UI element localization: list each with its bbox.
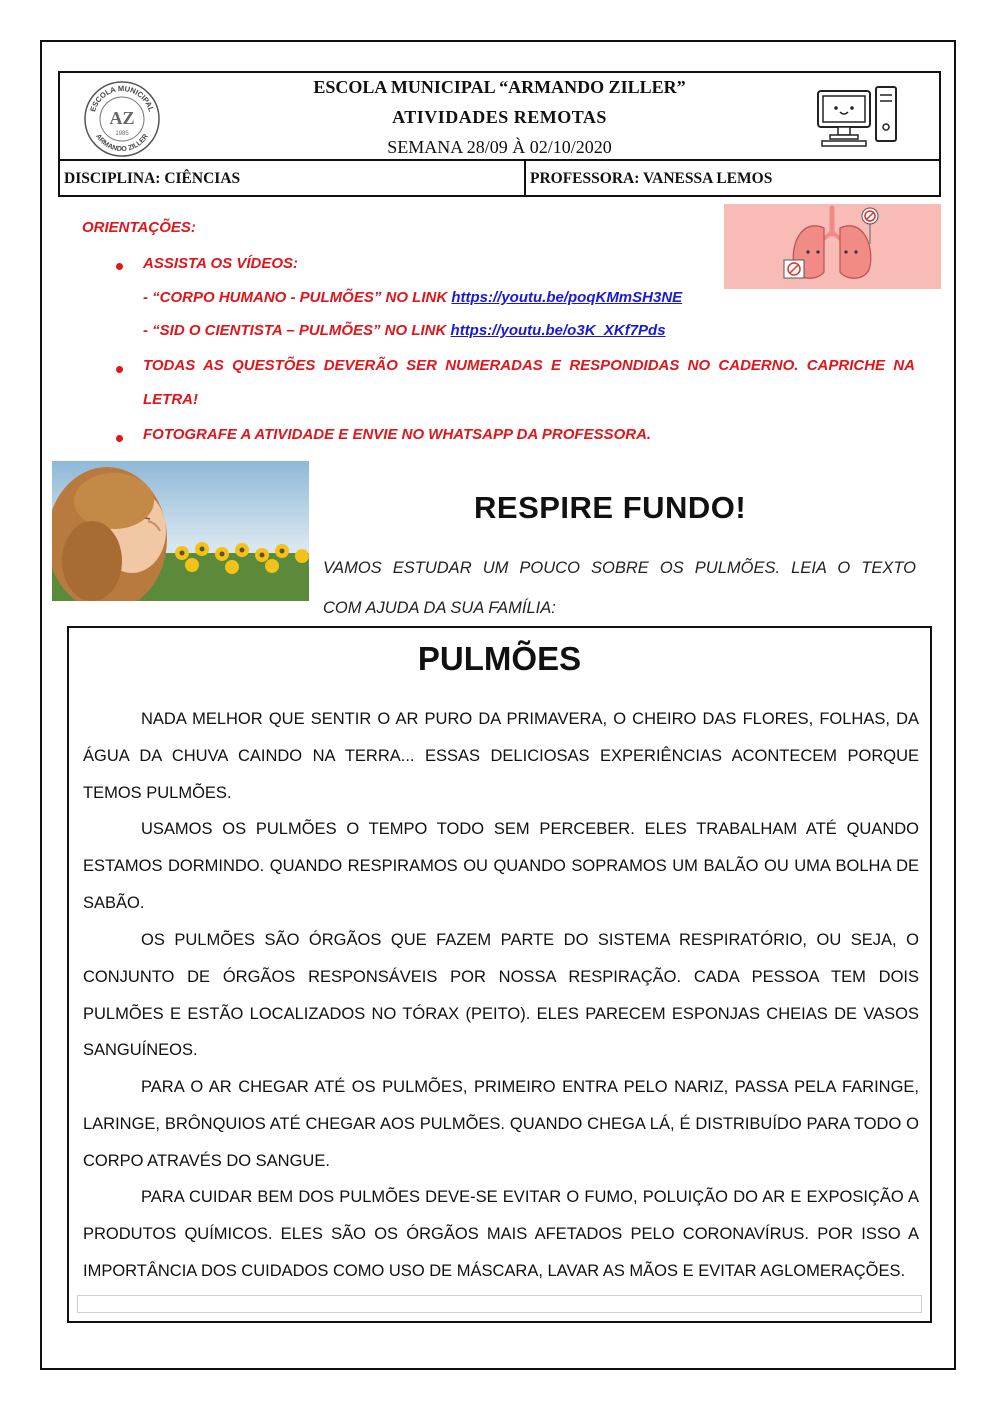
whatsapp-instruction: FOTOGRAFE A ATIVIDADE E ENVIE NO WHATSAPP DA PROFESSORA.	[143, 426, 652, 443]
article-paragraph: OS PULMÕES SÃO ÓRGÃOS QUE FAZEM PARTE DO SISTEMA RESPIRATÓRIO, OU SEJA, O CONJUNTO DE ÓRGÃOS RESPONSÁVEIS POR NOSSA RESPIRAÇÃO. CADA PESSOA TEM DOIS PULMÕES E ESTÃO LOCALIZADOS NO TÓRAX (PEITO). ELES PARECEM ESPONJAS CHEIAS DE VASOS SANGUÍNEOS.	[83, 931, 919, 1060]
header-top-row	[60, 73, 939, 159]
article-paragraph: NADA MELHOR QUE SENTIR O AR PURO DA PRIMAVERA, O CHEIRO DAS FLORES, FOLHAS, DA ÁGUA DA CHUVA CAINDO NA TERRA... ESSAS DELICIOSAS EXPERIÊNCIAS ACONTECEM PORQUE TEMOS PULMÕES.	[83, 710, 919, 802]
notebook-instruction-line-2: LETRA!	[143, 391, 198, 408]
header-table	[58, 71, 941, 197]
orientations-title: ORIENTAÇÕES:	[82, 219, 196, 236]
teacher-label: PROFESSORA: VANESSA LEMOS	[530, 170, 773, 187]
header-cell-divider	[524, 161, 526, 197]
bullet-icon	[116, 435, 123, 442]
video-2-link[interactable]: https://youtu.be/o3K_XKf7Pds	[450, 322, 666, 339]
video-2-line	[143, 322, 666, 339]
article-paragraph: PARA CUIDAR BEM DOS PULMÕES DEVE-SE EVITAR O FUMO, POLUIÇÃO DO AR E EXPOSIÇÃO A PRODUTOS QUÍMICOS. ELES SÃO OS ÓRGÃOS MAIS AFETADOS PELO CORONAVÍRUS. POR ISSO A IMPORTÂNCIA DOS CUIDADOS COMO USO DE MÁSCARA, LAVAR AS MÃOS E EVITAR AGLOMERAÇÕES.	[83, 1188, 919, 1280]
video-2-label: - “SID O CIENTISTA – PULMÕES” NO LINK	[143, 322, 447, 339]
empty-answer-strip	[77, 1295, 922, 1313]
article-title: PULMÕES	[417, 640, 582, 677]
header-divider	[60, 159, 939, 161]
notebook-instruction-line-1: TODAS AS QUESTÕES DEVERÃO SER NUMERADAS E RESPONDIDAS NO CADERNO. CAPRICHE NA	[143, 357, 915, 374]
video-1-label: - “CORPO HUMANO - PULMÕES” NO LINK	[143, 289, 448, 306]
svg-text:1985: 1985	[115, 131, 129, 137]
article-paragraph: PARA O AR CHEGAR ATÉ OS PULMÕES, PRIMEIRO ENTRA PELO NARIZ, PASSA PELA FARINGE, LARINGE, BRÔNQUIOS ATÉ CHEGAR AOS PULMÕES. QUANDO CHEGA LÁ, É DISTRIBUÍDO PARA TODO O CORPO ATRAVÉS DO SANGUE.	[83, 1078, 919, 1170]
week-dates: SEMANA 28/09 À 02/10/2020	[387, 137, 612, 157]
article-paragraph: USAMOS OS PULMÕES O TEMPO TODO SEM PERCEBER. ELES TRABALHAM ATÉ QUANDO ESTAMOS DORMINDO. QUANDO RESPIRAMOS OU QUANDO SOPRAMOS UM BALÃO OU UMA BOLHA DE SABÃO.	[83, 820, 919, 912]
respire-fundo-heading: RESPIRE FUNDO!	[474, 490, 747, 525]
video-1-link[interactable]: https://youtu.be/poqKMmSH3NE	[451, 289, 683, 306]
lungs-cartoon-image	[724, 204, 941, 289]
article-box	[67, 626, 932, 1323]
discipline-label: DISCIPLINA: CIÊNCIAS	[64, 170, 241, 187]
intro-line-2: COM AJUDA DA SUA FAMÍLIA:	[323, 599, 556, 617]
watch-videos-instruction: ASSISTA OS VÍDEOS:	[143, 255, 299, 272]
school-name: ESCOLA MUNICIPAL “ARMANDO ZILLER”	[313, 77, 686, 97]
video-1-line	[143, 289, 682, 306]
activities-title: ATIVIDADES REMOTAS	[392, 107, 607, 127]
intro-line-1: VAMOS ESTUDAR UM POUCO SOBRE OS PULMÕES. LEIA O TEXTO	[323, 559, 916, 577]
bullet-icon	[116, 366, 123, 373]
svg-text:ESCOLA MUNICIPAL: ESCOLA MUNICIPAL	[88, 83, 156, 113]
bullet-icon	[116, 263, 123, 270]
svg-text:ARMANDO ZILLER: ARMANDO ZILLER	[94, 133, 150, 154]
computer-icon	[816, 83, 900, 147]
svg-text:AZ: AZ	[109, 108, 135, 128]
child-breathing-photo	[52, 461, 309, 601]
